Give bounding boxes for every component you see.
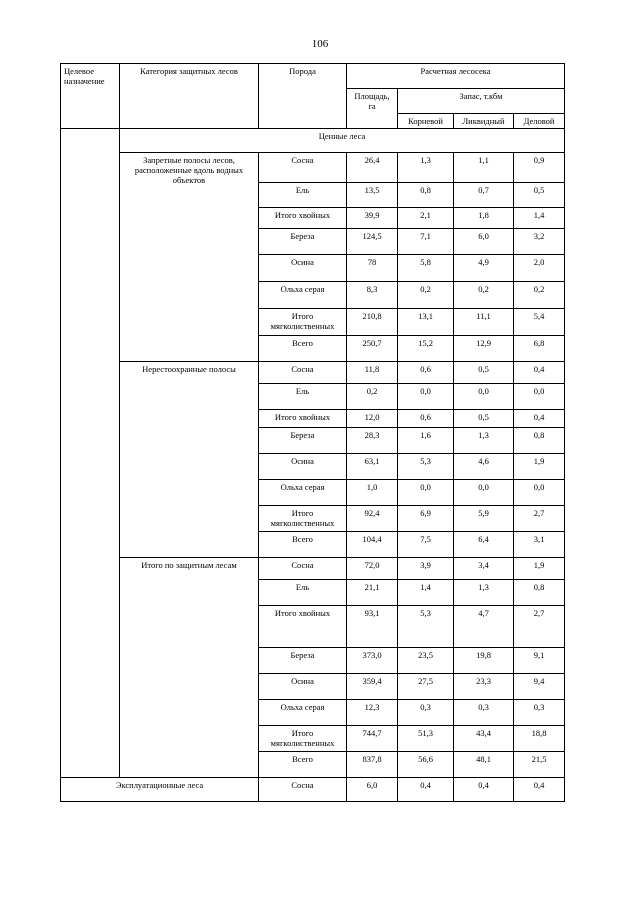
- business-stock-cell: 0,0: [514, 384, 565, 410]
- area-cell: 124,5: [347, 229, 398, 255]
- root-stock-cell: 0,8: [398, 183, 454, 208]
- liquid-stock-cell: 3,4: [454, 558, 514, 580]
- liquid-stock-cell: 0,0: [454, 384, 514, 410]
- area-cell: 11,8: [347, 362, 398, 384]
- forest-cutting-table: [60, 63, 565, 802]
- area-cell: 373,0: [347, 648, 398, 674]
- species-cell: Итого хвойных: [259, 208, 347, 229]
- header-category: Категория защитных лесов: [120, 64, 259, 129]
- area-cell: 12,3: [347, 700, 398, 726]
- section-valuable-forests: Ценные леса: [120, 129, 565, 153]
- exploitation-row: [61, 778, 565, 802]
- species-cell: Всего: [259, 336, 347, 362]
- species-cell: Итого хвойных: [259, 410, 347, 428]
- header-species: Порода: [259, 64, 347, 129]
- business-stock-cell: 0,3: [514, 700, 565, 726]
- business-stock-cell: 0,4: [514, 362, 565, 384]
- liquid-stock-cell: 43,4: [454, 726, 514, 752]
- root-stock-cell: 1,4: [398, 580, 454, 606]
- species-cell: Ель: [259, 384, 347, 410]
- business-stock-cell: 0,4: [514, 410, 565, 428]
- root-stock-cell: 13,1: [398, 309, 454, 336]
- business-stock-cell: 2,7: [514, 606, 565, 648]
- table-row: [61, 153, 565, 183]
- species-cell: Сосна: [259, 778, 347, 802]
- area-cell: 359,4: [347, 674, 398, 700]
- section-row: [61, 129, 565, 153]
- area-cell: 12,0: [347, 410, 398, 428]
- business-stock-cell: 2,7: [514, 506, 565, 532]
- page-number: 106: [311, 38, 329, 50]
- species-cell: Сосна: [259, 153, 347, 183]
- category-cell: Итого по защитным лесам: [120, 558, 259, 778]
- business-stock-cell: 0,8: [514, 580, 565, 606]
- area-cell: 8,3: [347, 282, 398, 309]
- species-cell: Береза: [259, 229, 347, 255]
- liquid-stock-cell: 11,1: [454, 309, 514, 336]
- business-stock-cell: 0,8: [514, 428, 565, 454]
- area-cell: 93,1: [347, 606, 398, 648]
- root-stock-cell: 0,6: [398, 410, 454, 428]
- liquid-stock-cell: 23,3: [454, 674, 514, 700]
- root-stock-cell: 0,0: [398, 480, 454, 506]
- area-cell: 837,8: [347, 752, 398, 778]
- area-cell: 1,0: [347, 480, 398, 506]
- business-stock-cell: 3,2: [514, 229, 565, 255]
- liquid-stock-cell: 1,1: [454, 153, 514, 183]
- business-stock-cell: 0,5: [514, 183, 565, 208]
- species-cell: Ель: [259, 580, 347, 606]
- species-cell: Итого мягколиственных: [259, 726, 347, 752]
- business-stock-cell: 18,8: [514, 726, 565, 752]
- business-stock-cell: 3,1: [514, 532, 565, 558]
- area-cell: 744,7: [347, 726, 398, 752]
- area-cell: 250,7: [347, 336, 398, 362]
- species-cell: Сосна: [259, 362, 347, 384]
- liquid-stock-cell: 19,8: [454, 648, 514, 674]
- root-stock-cell: 2,1: [398, 208, 454, 229]
- liquid-stock-cell: 6,0: [454, 229, 514, 255]
- category-cell: Запретные полосы лесов, расположенные вдоль водных объектов: [120, 153, 259, 362]
- area-cell: 13,5: [347, 183, 398, 208]
- liquid-stock-cell: 48,1: [454, 752, 514, 778]
- area-cell: 6,0: [347, 778, 398, 802]
- header-cutting: Расчетная лесосека: [347, 64, 565, 89]
- area-cell: 92,4: [347, 506, 398, 532]
- species-cell: Ель: [259, 183, 347, 208]
- root-stock-cell: 7,5: [398, 532, 454, 558]
- species-cell: Ольха серая: [259, 282, 347, 309]
- area-cell: 210,8: [347, 309, 398, 336]
- root-stock-cell: 0,0: [398, 384, 454, 410]
- header-business: Деловой: [514, 114, 565, 129]
- table-row: [61, 558, 565, 580]
- root-stock-cell: 5,3: [398, 454, 454, 480]
- business-stock-cell: 1,4: [514, 208, 565, 229]
- liquid-stock-cell: 1,3: [454, 580, 514, 606]
- species-cell: Итого мягколиственных: [259, 309, 347, 336]
- table-row: [61, 362, 565, 384]
- header-stock: Запас, т.кбм: [398, 89, 565, 114]
- species-cell: Итого хвойных: [259, 606, 347, 648]
- area-cell: 0,2: [347, 384, 398, 410]
- root-stock-cell: 6,9: [398, 506, 454, 532]
- species-cell: Осина: [259, 674, 347, 700]
- business-stock-cell: 9,1: [514, 648, 565, 674]
- business-stock-cell: 1,9: [514, 454, 565, 480]
- root-stock-cell: 15,2: [398, 336, 454, 362]
- area-cell: 104,4: [347, 532, 398, 558]
- business-stock-cell: 0,2: [514, 282, 565, 309]
- header-liquid: Ликвидный: [454, 114, 514, 129]
- category-cell: Нерестоохранные полосы: [120, 362, 259, 558]
- liquid-stock-cell: 0,4: [454, 778, 514, 802]
- liquid-stock-cell: 4,9: [454, 255, 514, 282]
- area-cell: 21,1: [347, 580, 398, 606]
- root-stock-cell: 0,2: [398, 282, 454, 309]
- business-stock-cell: 6,8: [514, 336, 565, 362]
- business-stock-cell: 0,4: [514, 778, 565, 802]
- species-cell: Всего: [259, 752, 347, 778]
- liquid-stock-cell: 0,7: [454, 183, 514, 208]
- liquid-stock-cell: 1,8: [454, 208, 514, 229]
- species-cell: Итого мягколиственных: [259, 506, 347, 532]
- area-cell: 63,1: [347, 454, 398, 480]
- area-cell: 39,9: [347, 208, 398, 229]
- species-cell: Всего: [259, 532, 347, 558]
- area-cell: 78: [347, 255, 398, 282]
- root-stock-cell: 5,3: [398, 606, 454, 648]
- root-stock-cell: 27,5: [398, 674, 454, 700]
- species-cell: Береза: [259, 648, 347, 674]
- root-stock-cell: 56,6: [398, 752, 454, 778]
- exploitation-forests-label: Эксплуатационные леса: [61, 778, 259, 802]
- business-stock-cell: 9,4: [514, 674, 565, 700]
- liquid-stock-cell: 1,3: [454, 428, 514, 454]
- business-stock-cell: 21,5: [514, 752, 565, 778]
- species-cell: Береза: [259, 428, 347, 454]
- liquid-stock-cell: 5,9: [454, 506, 514, 532]
- area-cell: 28,3: [347, 428, 398, 454]
- liquid-stock-cell: 0,5: [454, 410, 514, 428]
- business-stock-cell: 0,9: [514, 153, 565, 183]
- liquid-stock-cell: 0,5: [454, 362, 514, 384]
- species-cell: Сосна: [259, 558, 347, 580]
- purpose-cell: [61, 129, 120, 778]
- business-stock-cell: 0,0: [514, 480, 565, 506]
- liquid-stock-cell: 0,2: [454, 282, 514, 309]
- liquid-stock-cell: 0,0: [454, 480, 514, 506]
- root-stock-cell: 0,4: [398, 778, 454, 802]
- root-stock-cell: 1,6: [398, 428, 454, 454]
- root-stock-cell: 23,5: [398, 648, 454, 674]
- species-cell: Осина: [259, 255, 347, 282]
- root-stock-cell: 0,6: [398, 362, 454, 384]
- root-stock-cell: 5,8: [398, 255, 454, 282]
- liquid-stock-cell: 4,6: [454, 454, 514, 480]
- liquid-stock-cell: 4,7: [454, 606, 514, 648]
- area-cell: 26,4: [347, 153, 398, 183]
- root-stock-cell: 7,1: [398, 229, 454, 255]
- liquid-stock-cell: 0,3: [454, 700, 514, 726]
- business-stock-cell: 1,9: [514, 558, 565, 580]
- liquid-stock-cell: 6,4: [454, 532, 514, 558]
- header-root: Корневой: [398, 114, 454, 129]
- area-cell: 72,0: [347, 558, 398, 580]
- species-cell: Осина: [259, 454, 347, 480]
- species-cell: Ольха серая: [259, 480, 347, 506]
- business-stock-cell: 5,4: [514, 309, 565, 336]
- root-stock-cell: 3,9: [398, 558, 454, 580]
- header-area: Площадь, га: [347, 89, 398, 129]
- header-purpose: Целевое назначение: [61, 64, 120, 129]
- root-stock-cell: 1,3: [398, 153, 454, 183]
- root-stock-cell: 51,3: [398, 726, 454, 752]
- liquid-stock-cell: 12,9: [454, 336, 514, 362]
- business-stock-cell: 2,0: [514, 255, 565, 282]
- species-cell: Ольха серая: [259, 700, 347, 726]
- root-stock-cell: 0,3: [398, 700, 454, 726]
